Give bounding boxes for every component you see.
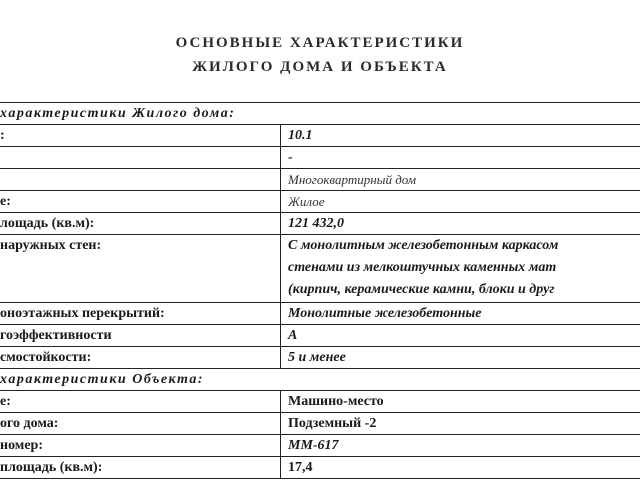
row-value: 10.1	[288, 128, 313, 143]
row-label: номер:	[0, 438, 43, 453]
section-title: характеристики Объекта:	[0, 372, 205, 387]
row-value: ММ-617	[288, 438, 339, 453]
section-header-building	[0, 103, 640, 125]
row-label: наружных стен:	[0, 238, 102, 253]
row-value: -	[288, 150, 293, 165]
row-value: Жилое	[288, 194, 325, 209]
row-value: Многоквартирный дом	[288, 172, 417, 187]
row-value: Монолитные железобетонные	[288, 306, 482, 321]
row-value: Подземный -2	[288, 416, 377, 431]
table-row	[0, 213, 640, 235]
row-label: ого дома:	[0, 416, 59, 431]
table-row	[0, 191, 640, 213]
table-row	[0, 347, 640, 369]
table-row	[0, 325, 640, 347]
section-header-object	[0, 369, 640, 391]
row-value: 121 432,0	[288, 216, 344, 231]
row-value: Машино-место	[288, 394, 384, 409]
doc-title-line-1: ОСНОВНЫЕ ХАРАКТЕРИСТИКИ	[175, 35, 465, 51]
characteristics-table	[0, 102, 640, 479]
row-value-line: С монолитным железобетонным каркасом	[288, 238, 559, 253]
table-row	[0, 457, 640, 479]
row-label: е:	[0, 394, 11, 409]
section-title: характеристики Жилого дома:	[0, 106, 236, 121]
table-row	[0, 303, 640, 325]
row-label: лощадь (кв.м):	[0, 216, 95, 231]
row-value: A	[288, 328, 298, 343]
row-label: е:	[0, 194, 11, 209]
row-label: смостойкости:	[0, 350, 92, 365]
row-label: гоэффективности	[0, 328, 112, 343]
row-value	[288, 235, 558, 301]
table-row	[0, 169, 640, 191]
row-value: 17,4	[288, 460, 313, 475]
table-row	[0, 435, 640, 457]
table-row	[0, 413, 640, 435]
row-label: оноэтажных перекрытий:	[0, 306, 165, 321]
table-row	[0, 147, 640, 169]
table-row	[0, 125, 640, 147]
table-row	[0, 391, 640, 413]
table-row	[0, 235, 640, 303]
row-label: площадь (кв.м):	[0, 460, 103, 475]
row-value-line: стенами из мелкоштучных каменных мат	[288, 260, 557, 275]
row-label: :	[0, 128, 5, 143]
row-value-line: (кирпич, керамические камни, блоки и друг	[288, 282, 555, 297]
doc-title-line-2: ЖИЛОГО ДОМА И ОБЪЕКТА	[192, 59, 448, 75]
row-value: 5 и менее	[288, 350, 346, 365]
